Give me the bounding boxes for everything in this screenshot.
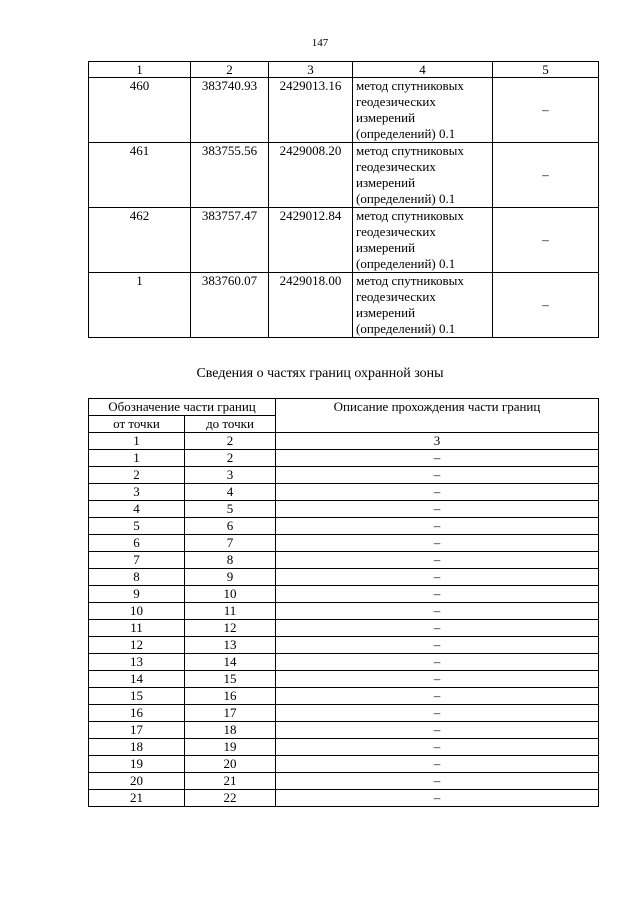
column-number: 3	[269, 62, 353, 78]
to-point: 15	[185, 671, 276, 688]
measurement-method	[353, 273, 493, 338]
point-number: 461	[89, 143, 191, 208]
method-line: (определений) 0.1	[356, 256, 456, 271]
coordinate-x: 383740.93	[191, 78, 269, 143]
header-to-point: до точки	[185, 416, 276, 433]
point-number: 1	[89, 273, 191, 338]
to-point: 21	[185, 773, 276, 790]
extra-value: –	[493, 143, 599, 208]
header-part-designation: Обозначение части границ	[89, 399, 276, 416]
to-point: 2	[185, 450, 276, 467]
column-number: 1	[89, 62, 191, 78]
boundary-part-row	[89, 620, 599, 637]
boundary-part-row	[89, 637, 599, 654]
coordinate-y: 2429012.84	[269, 208, 353, 273]
boundary-part-row	[89, 518, 599, 535]
to-point: 4	[185, 484, 276, 501]
part-description: –	[276, 654, 599, 671]
to-point: 6	[185, 518, 276, 535]
boundary-part-row	[89, 790, 599, 807]
from-point: 18	[89, 739, 185, 756]
column-number: 5	[493, 62, 599, 78]
point-number: 460	[89, 78, 191, 143]
method-line: (определений) 0.1	[356, 321, 456, 336]
extra-value: –	[493, 208, 599, 273]
boundary-part-row	[89, 586, 599, 603]
part-description: –	[276, 586, 599, 603]
boundary-part-row	[89, 603, 599, 620]
to-point: 18	[185, 722, 276, 739]
from-point: 16	[89, 705, 185, 722]
method-line: геодезических	[356, 289, 436, 304]
measurement-method	[353, 143, 493, 208]
column-number: 3	[276, 433, 599, 450]
column-number: 2	[191, 62, 269, 78]
coordinate-x: 383757.47	[191, 208, 269, 273]
method-line: (определений) 0.1	[356, 191, 456, 206]
part-description: –	[276, 739, 599, 756]
from-point: 15	[89, 688, 185, 705]
part-description: –	[276, 671, 599, 688]
method-line: измерений	[356, 305, 416, 320]
method-line: геодезических	[356, 224, 436, 239]
from-point: 17	[89, 722, 185, 739]
part-description: –	[276, 501, 599, 518]
coordinates-row	[89, 143, 599, 208]
part-description: –	[276, 484, 599, 501]
part-description: –	[276, 756, 599, 773]
coordinate-y: 2429018.00	[269, 273, 353, 338]
header-from-point: от точки	[89, 416, 185, 433]
part-description: –	[276, 569, 599, 586]
method-line: метод спутниковых	[356, 208, 464, 223]
from-point: 12	[89, 637, 185, 654]
from-point: 20	[89, 773, 185, 790]
part-description: –	[276, 722, 599, 739]
boundary-part-row	[89, 484, 599, 501]
to-point: 13	[185, 637, 276, 654]
boundary-part-row	[89, 467, 599, 484]
from-point: 5	[89, 518, 185, 535]
to-point: 7	[185, 535, 276, 552]
boundary-part-row	[89, 688, 599, 705]
method-line: (определений) 0.1	[356, 126, 456, 141]
part-description: –	[276, 552, 599, 569]
part-description: –	[276, 518, 599, 535]
coordinates-table	[88, 61, 599, 338]
to-point: 14	[185, 654, 276, 671]
part-description: –	[276, 790, 599, 807]
coordinate-x: 383760.07	[191, 273, 269, 338]
measurement-method	[353, 78, 493, 143]
boundary-part-row	[89, 654, 599, 671]
method-line: геодезических	[356, 159, 436, 174]
from-point: 8	[89, 569, 185, 586]
boundary-part-row	[89, 569, 599, 586]
boundary-part-row	[89, 671, 599, 688]
to-point: 8	[185, 552, 276, 569]
part-description: –	[276, 467, 599, 484]
part-description: –	[276, 688, 599, 705]
to-point: 19	[185, 739, 276, 756]
boundary-part-row	[89, 450, 599, 467]
section-title: Сведения о частях границ охранной зоны	[196, 366, 444, 381]
column-number: 1	[89, 433, 185, 450]
method-line: измерений	[356, 175, 416, 190]
method-line: метод спутниковых	[356, 143, 464, 158]
coordinate-y: 2429008.20	[269, 143, 353, 208]
method-line: измерений	[356, 110, 416, 125]
column-number: 2	[185, 433, 276, 450]
from-point: 9	[89, 586, 185, 603]
method-line: измерений	[356, 240, 416, 255]
from-point: 21	[89, 790, 185, 807]
from-point: 3	[89, 484, 185, 501]
from-point: 10	[89, 603, 185, 620]
to-point: 11	[185, 603, 276, 620]
parts-numbering-row	[89, 433, 599, 450]
coordinate-y: 2429013.16	[269, 78, 353, 143]
to-point: 10	[185, 586, 276, 603]
point-number: 462	[89, 208, 191, 273]
part-description: –	[276, 603, 599, 620]
from-point: 2	[89, 467, 185, 484]
part-description: –	[276, 535, 599, 552]
boundary-part-row	[89, 756, 599, 773]
to-point: 9	[185, 569, 276, 586]
from-point: 1	[89, 450, 185, 467]
to-point: 20	[185, 756, 276, 773]
from-point: 7	[89, 552, 185, 569]
header-description: Описание прохождения части границ	[276, 399, 599, 433]
method-line: метод спутниковых	[356, 78, 464, 93]
boundary-part-row	[89, 722, 599, 739]
to-point: 3	[185, 467, 276, 484]
to-point: 5	[185, 501, 276, 518]
boundary-part-row	[89, 535, 599, 552]
part-description: –	[276, 637, 599, 654]
coordinates-header-row	[89, 62, 599, 78]
method-line: геодезических	[356, 94, 436, 109]
part-description: –	[276, 773, 599, 790]
boundary-part-row	[89, 552, 599, 569]
coordinates-row	[89, 273, 599, 338]
part-description: –	[276, 450, 599, 467]
extra-value: –	[493, 273, 599, 338]
boundary-part-row	[89, 773, 599, 790]
parts-header-row	[89, 399, 599, 416]
page-number: 147	[311, 37, 329, 49]
to-point: 17	[185, 705, 276, 722]
from-point: 14	[89, 671, 185, 688]
boundary-parts-table	[88, 398, 599, 807]
part-description: –	[276, 620, 599, 637]
coordinates-row	[89, 208, 599, 273]
part-description: –	[276, 705, 599, 722]
coordinate-x: 383755.56	[191, 143, 269, 208]
boundary-part-row	[89, 739, 599, 756]
to-point: 22	[185, 790, 276, 807]
coordinates-row	[89, 78, 599, 143]
measurement-method	[353, 208, 493, 273]
to-point: 12	[185, 620, 276, 637]
to-point: 16	[185, 688, 276, 705]
from-point: 13	[89, 654, 185, 671]
extra-value: –	[493, 78, 599, 143]
method-line: метод спутниковых	[356, 273, 464, 288]
from-point: 4	[89, 501, 185, 518]
from-point: 19	[89, 756, 185, 773]
from-point: 6	[89, 535, 185, 552]
boundary-part-row	[89, 705, 599, 722]
boundary-part-row	[89, 501, 599, 518]
column-number: 4	[353, 62, 493, 78]
from-point: 11	[89, 620, 185, 637]
